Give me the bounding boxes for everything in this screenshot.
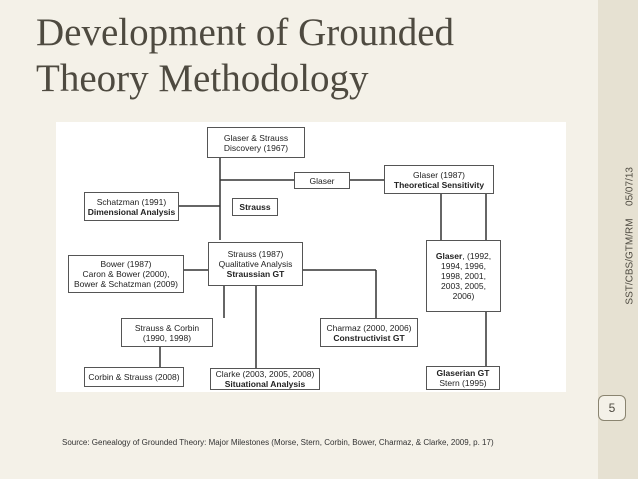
node-line-rest: , (1992,	[462, 251, 492, 261]
title-line-2: Theory Methodology	[36, 57, 369, 100]
page-number-badge	[598, 395, 626, 421]
node-line: Bower & Schatzman (2009)	[74, 279, 178, 289]
page-number: 5	[608, 401, 616, 415]
node-line: Clarke (2003, 2005, 2008)	[215, 369, 315, 379]
node-line: Stern (1995)	[439, 378, 487, 388]
node-line	[436, 251, 491, 261]
node-line: Schatzman (1991)	[96, 196, 167, 207]
node-clarke	[210, 368, 320, 390]
node-line: 1994, 1996,	[441, 261, 486, 271]
node-glaser	[294, 172, 350, 189]
node-line: Charmaz (2000, 2006)	[326, 322, 412, 333]
genealogy-diagram	[56, 122, 566, 392]
node-charmaz	[320, 318, 418, 347]
node-line: Constructivist GT	[333, 332, 405, 343]
node-line: Strauss (1987)	[227, 249, 284, 259]
node-bower	[68, 255, 184, 293]
node-line: Glaser	[309, 175, 335, 186]
node-line: Caron & Bower (2000),	[82, 269, 170, 279]
node-line: (1990, 1998)	[142, 332, 192, 343]
node-line: Glaserian GT	[436, 368, 490, 378]
node-glaser-1992	[426, 240, 501, 312]
node-line-bold: Glaser	[435, 251, 463, 261]
node-strauss-1987	[208, 242, 303, 286]
node-line: 1998, 2001,	[441, 271, 486, 281]
node-line: Strauss & Corbin	[134, 322, 200, 333]
title-line-1: Development of Grounded	[36, 11, 455, 54]
node-line: Glaser & Strauss	[223, 132, 289, 143]
node-line: Straussian GT	[226, 269, 285, 279]
node-glaser-strauss	[207, 127, 305, 158]
node-corbin-strauss	[84, 367, 184, 387]
node-glaser-1987	[384, 165, 494, 194]
node-line: Theoretical Sensitivity	[393, 179, 485, 190]
node-line: Qualitative Analysis	[218, 259, 293, 269]
node-line: Strauss	[239, 202, 271, 212]
node-line: Dimensional Analysis	[87, 206, 176, 217]
page-title	[36, 10, 556, 102]
slide-code: SST/CBS/GTM/RM	[624, 218, 636, 305]
node-glaserian-gt	[426, 366, 500, 390]
node-line: Bower (1987)	[100, 259, 152, 269]
node-line: 2006)	[452, 291, 475, 301]
node-line: Glaser (1987)	[413, 169, 465, 180]
node-line: Discovery (1967)	[223, 142, 289, 153]
node-strauss	[232, 198, 278, 216]
node-line: Corbin & Strauss (2008)	[88, 372, 180, 382]
slide-date: 05/07/13	[624, 167, 636, 206]
node-strauss-corbin	[121, 318, 213, 347]
node-line: 2003, 2005,	[441, 281, 486, 291]
source-caption: Source: Genealogy of Grounded Theory: Major Milestones (Morse, Stern, Corbin, Bower, Charmaz, & Clarke, 2009, p. 17)	[62, 438, 494, 447]
node-line: Situational Analysis	[224, 379, 306, 389]
node-schatzman	[84, 192, 179, 221]
